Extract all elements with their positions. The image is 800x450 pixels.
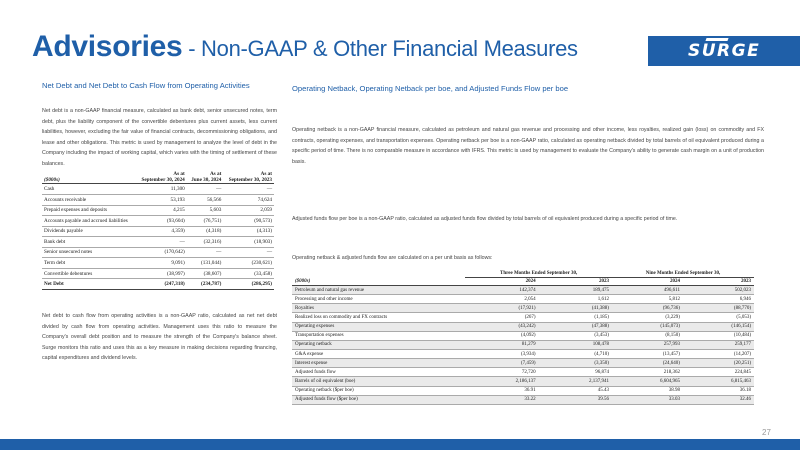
net-debt-total-row	[42, 279, 274, 290]
table-cell: (3,934)	[465, 349, 538, 358]
table-cell: 502,023	[683, 286, 754, 295]
header-cell: ($000s)	[292, 278, 465, 286]
table-cell: 2,186,137	[465, 377, 538, 386]
table-row	[292, 304, 754, 313]
table-row	[292, 286, 754, 295]
table-cell: 6,815,463	[683, 377, 754, 386]
header-cell: As at	[173, 171, 185, 177]
table-cell: 5,812	[612, 295, 683, 304]
table-cell: 259,177	[683, 340, 754, 349]
table-cell: Convertible debentures	[42, 268, 136, 279]
table-cell: Adjusted funds flow	[292, 368, 465, 377]
table-cell: Operating netback ($per boe)	[292, 386, 465, 395]
netback-table-header	[292, 278, 754, 286]
table-row	[292, 295, 754, 304]
table-row	[42, 226, 274, 237]
table-row	[292, 359, 754, 368]
table-row	[292, 377, 754, 386]
table-cell: (96,736)	[612, 304, 683, 313]
title-main: Advisories	[32, 30, 183, 63]
net-debt-table-body	[42, 184, 274, 289]
table-cell: —	[223, 247, 274, 258]
table-row	[292, 349, 754, 358]
table-cell: (286,295)	[223, 279, 274, 290]
netback-table-body	[292, 286, 754, 405]
affpb-definition: Adjusted funds flow per boe is a non-GAAP ratio, calculated as adjusted funds flow divided by total barrels of oil equivalent produced during a specific period of time.	[292, 216, 678, 222]
table-cell: 38.98	[612, 386, 683, 395]
table-cell: 36.91	[465, 386, 538, 395]
table-cell: (10,484)	[683, 331, 754, 340]
page-number: 27	[762, 428, 771, 437]
table-cell: 72,720	[465, 368, 538, 377]
table-cell: —	[223, 184, 274, 195]
netback-table-group-header	[292, 270, 754, 278]
table-cell: 142,374	[465, 286, 538, 295]
table-row	[42, 237, 274, 248]
table-cell: 2,059	[223, 205, 274, 216]
title-sub: - Non-GAAP & Other Financial Measures	[182, 36, 578, 61]
table-cell: (146,154)	[683, 322, 754, 331]
net-debt-table	[42, 171, 274, 290]
header-cell: September 30, 2024	[136, 177, 187, 184]
table-cell: Operating netback	[292, 340, 465, 349]
net-debt-definition: Net debt is a non-GAAP financial measure, calculated as bank debt, senior unsecured notes, term debt, plus the liability component of the convertible debentures plus current assets, less current liabilities, however, excluding the fair value of financial contracts, decommissioning obligations, and lease and other obligations. This metric is used by management to analyze the level of debt in the Company including the impact of working capital, which varies with the timing of settlement of these balances.	[42, 108, 277, 167]
table-cell: (3,350)	[539, 359, 612, 368]
header-cell: As at	[209, 171, 222, 177]
header-cell: 2024	[612, 278, 683, 286]
table-cell: (47,388)	[539, 322, 612, 331]
header-cell: As at	[260, 171, 272, 177]
logo-bar	[648, 36, 800, 66]
table-cell: (5,053)	[683, 313, 754, 322]
table-cell: (13,457)	[612, 349, 683, 358]
table-cell: (93,604)	[136, 216, 187, 227]
table-cell: Cash	[42, 184, 136, 195]
table-cell: 224,845	[683, 368, 754, 377]
table-cell: G&A expense	[292, 349, 465, 358]
table-row	[292, 322, 754, 331]
group-header-three-months: Three Months Ended September 30,	[465, 270, 612, 278]
table-row	[42, 194, 274, 205]
table-cell: (17,921)	[465, 304, 538, 313]
table-row	[292, 313, 754, 322]
table-cell: Realized loss on commodity and FX contracts	[292, 313, 465, 322]
table-cell: 189,475	[539, 286, 612, 295]
table-cell: —	[187, 184, 224, 195]
table-cell: 5,603	[187, 205, 224, 216]
table-cell: (88,770)	[683, 304, 754, 313]
table-cell: (7,459)	[465, 359, 538, 368]
table-cell: (33,458)	[223, 268, 274, 279]
table-cell: (267)	[465, 313, 538, 322]
table-cell: 56,566	[187, 194, 224, 205]
table-cell: Operating expenses	[292, 322, 465, 331]
header-cell: ($000s)	[42, 177, 136, 184]
header-cell: June 30, 2024	[187, 177, 224, 184]
table-cell: 39.56	[539, 395, 612, 404]
table-cell: (131,044)	[187, 258, 224, 269]
table-cell: (43,242)	[465, 322, 538, 331]
netback-heading: Operating Netback, Operating Netback per boe, and Adjusted Funds Flow per boe	[292, 84, 569, 93]
table-cell: 4,359)	[136, 226, 187, 237]
table-cell: 33.22	[465, 395, 538, 404]
table-cell: 6,946	[683, 295, 754, 304]
table-cell: Transportation expenses	[292, 331, 465, 340]
table-cell: 2,137,941	[539, 377, 612, 386]
table-cell: (170,642)	[136, 247, 187, 258]
table-row	[292, 368, 754, 377]
table-row	[42, 205, 274, 216]
table-cell: (4,092)	[465, 331, 538, 340]
netback-table-intro: Operating netback & adjusted funds flow are calculated on a per unit basis as follows:	[292, 255, 493, 261]
table-cell: (4,318)	[187, 226, 224, 237]
table-cell: 2,054	[465, 295, 538, 304]
table-cell: (14,207)	[683, 349, 754, 358]
table-cell: Senior unsecured notes	[42, 247, 136, 258]
page-title	[32, 30, 578, 64]
table-cell: (3,229)	[612, 313, 683, 322]
table-cell: (3,453)	[539, 331, 612, 340]
table-cell: (41,388)	[539, 304, 612, 313]
table-cell: (8,150)	[612, 331, 683, 340]
logo: SURGE	[688, 41, 761, 61]
table-row	[292, 331, 754, 340]
table-cell: (18,903)	[223, 237, 274, 248]
table-cell: (230,621)	[223, 258, 274, 269]
table-cell: (24,640)	[612, 359, 683, 368]
table-cell: (247,318)	[136, 279, 187, 290]
left-column	[42, 80, 277, 362]
table-row	[292, 386, 754, 395]
net-debt-table-header-bottom	[42, 177, 274, 184]
table-cell: (32,316)	[187, 237, 224, 248]
net-debt-heading: Net Debt and Net Debt to Cash Flow from Operating Activities	[42, 81, 250, 90]
group-header-nine-months: Nine Months Ended September 30,	[612, 270, 754, 278]
table-cell: (4,710)	[539, 349, 612, 358]
table-cell: Royalties	[292, 304, 465, 313]
table-cell: (38,607)	[187, 268, 224, 279]
right-column	[292, 80, 764, 403]
table-cell: (90,573)	[223, 216, 274, 227]
header-cell	[292, 270, 465, 278]
table-cell: 108,478	[539, 340, 612, 349]
table-cell: 96,874	[539, 368, 612, 377]
table-row	[42, 268, 274, 279]
netback-definition: Operating netback is a non-GAAP financial measure, calculated as petroleum and natural gas revenue and processing and other income, less royalties, realized gain (loss) on commodity and FX contracts, operating expenses, and transportation expenses. Operating netback per boe is a non-GAAP ratio, calculated as operating netback divided by total barrels of oil equivalent produced during a specific period of time. There is no comparable measure in accordance with IFRS. This metric is used by management to evaluate the Company's ability to generate cash margin on a unit of production basis.	[292, 127, 764, 165]
table-cell: (4,313)	[223, 226, 274, 237]
table-cell: (145,073)	[612, 322, 683, 331]
table-cell: —	[187, 247, 224, 258]
table-cell: 36.18	[683, 386, 754, 395]
table-cell: (76,751)	[187, 216, 224, 227]
table-cell: (1,185)	[539, 313, 612, 322]
table-cell: Barrels of oil equivalent (boe)	[292, 377, 465, 386]
net-debt-ratio-definition: Net debt to cash flow from operating activities is a non-GAAP ratio, calculated as net net debt divided by cash flow from operating activities. Management uses this ratio to measure the Company's overall debt position and to measure the strength of the Company's balance sheet. Surge monitors this ratio and uses this as a key measure in making decisions regarding financing, capital expenditures and dividend levels.	[42, 313, 277, 362]
table-cell: 11,300	[136, 184, 187, 195]
footer-bar	[0, 439, 800, 450]
table-cell: 1,612	[539, 295, 612, 304]
table-cell: (20,251)	[683, 359, 754, 368]
table-cell: Interest expense	[292, 359, 465, 368]
table-cell: Dividends payable	[42, 226, 136, 237]
header-cell: September 30, 2023	[223, 177, 274, 184]
table-cell: 6,604,965	[612, 377, 683, 386]
header-cell: 2024	[465, 278, 538, 286]
table-cell: 218,362	[612, 368, 683, 377]
table-cell: Bank debt	[42, 237, 136, 248]
table-cell: 45.43	[539, 386, 612, 395]
header-cell: 2023	[539, 278, 612, 286]
net-debt-table-head	[42, 171, 274, 184]
table-row	[42, 258, 274, 269]
table-cell: 81,279	[465, 340, 538, 349]
table-cell: 33.03	[612, 395, 683, 404]
table-row	[292, 340, 754, 349]
table-cell: 496,611	[612, 286, 683, 295]
table-cell: Net Debt	[42, 279, 136, 290]
table-row	[42, 184, 274, 195]
table-cell: Accounts payable and accrued liabilities	[42, 216, 136, 227]
table-cell: Petroleum and natural gas revenue	[292, 286, 465, 295]
table-cell: 32.46	[683, 395, 754, 404]
table-cell: Prepaid expenses and deposits	[42, 205, 136, 216]
table-cell: 74,624	[223, 194, 274, 205]
table-cell: 9,091)	[136, 258, 187, 269]
table-row	[42, 247, 274, 258]
table-cell: Adjusted funds flow ($per boe)	[292, 395, 465, 404]
table-cell: (38,997)	[136, 268, 187, 279]
netback-table	[292, 270, 754, 405]
table-cell: Term debt	[42, 258, 136, 269]
table-cell: Processing and other income	[292, 295, 465, 304]
netback-table-head	[292, 270, 754, 286]
table-cell: (234,787)	[187, 279, 224, 290]
table-cell: —	[136, 237, 187, 248]
table-row	[292, 395, 754, 404]
header-cell: 2023	[683, 278, 754, 286]
table-cell: 4,215	[136, 205, 187, 216]
table-row	[42, 216, 274, 227]
table-cell: 53,193	[136, 194, 187, 205]
table-cell: 257,993	[612, 340, 683, 349]
table-cell: Accounts receivable	[42, 194, 136, 205]
